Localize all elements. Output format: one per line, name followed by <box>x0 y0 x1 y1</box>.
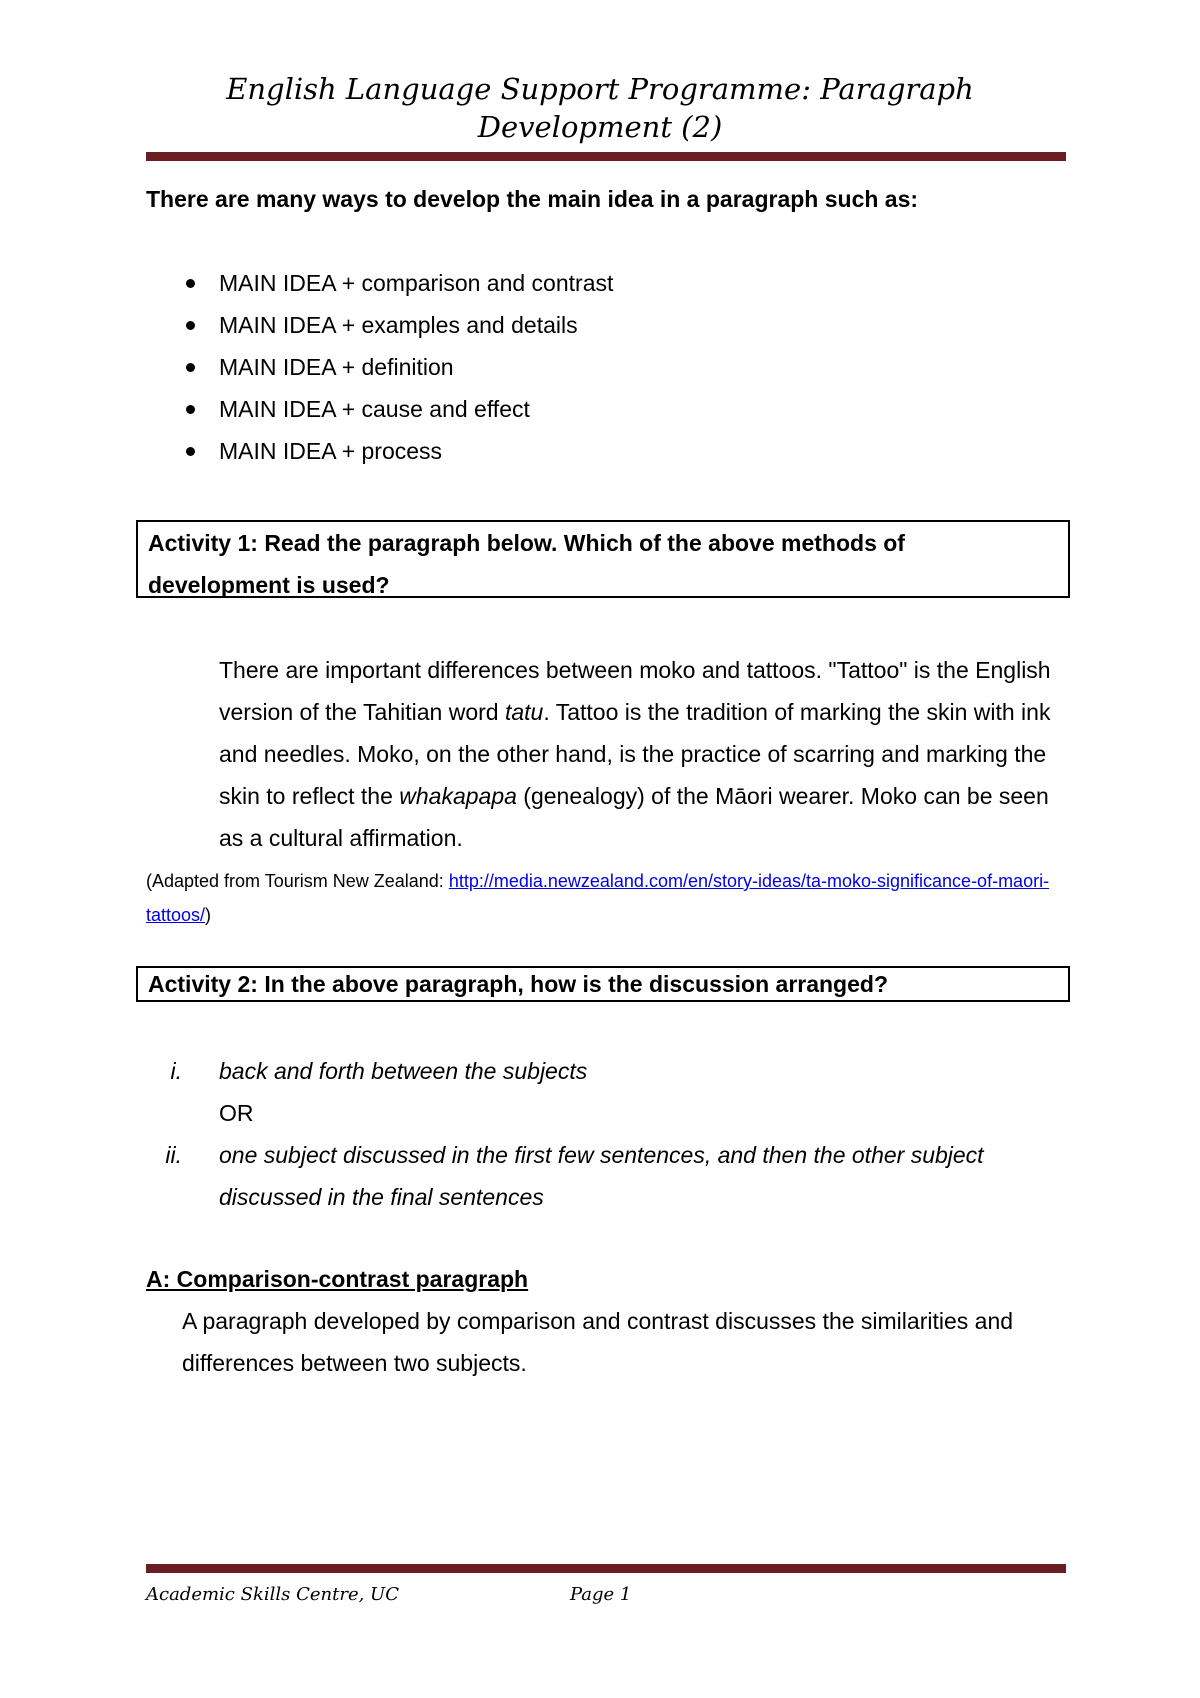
source-suffix: ) <box>205 905 212 925</box>
option-number: i. <box>170 1058 182 1084</box>
option-number: ii. <box>165 1142 182 1168</box>
option-text: back and forth between the subjects <box>219 1058 588 1084</box>
source-link[interactable]: http://media.newzealand.com/en/story-ideas/ta-moko-significance-of-maori-tattoos/ <box>146 871 1050 925</box>
activity1-line2: development is used? <box>148 572 390 598</box>
bullet-icon <box>186 405 195 414</box>
option-or <box>146 1098 1076 1140</box>
bullet-icon <box>186 363 195 372</box>
source-prefix: (Adapted from Tourism New Zealand: <box>146 871 449 891</box>
intro-text: There are many ways to develop the main idea in a paragraph such as: <box>146 186 919 212</box>
page-number: Page 1 <box>570 1584 632 1605</box>
method-label: MAIN IDEA + examples and details <box>219 312 578 338</box>
paragraph-italic-word: tatu <box>504 699 544 725</box>
activity2-text: Activity 2: In the above paragraph, how is the discussion arranged? <box>148 971 888 997</box>
option-ii <box>146 1140 1076 1182</box>
option-ii-continued <box>146 1182 1076 1224</box>
paragraph-text: . Tattoo is the tradition of marking the skin with ink and needles. Moko, on the other hand, is the practice of scarring and marking the skin to reflect the <box>219 699 1051 809</box>
section-a-heading: A: Comparison-contrast paragraph <box>146 1266 529 1292</box>
activity1-box <box>136 520 1070 598</box>
option-text: discussed in the final sentences <box>219 1184 544 1210</box>
list-item <box>146 394 613 436</box>
method-label: MAIN IDEA + definition <box>219 354 454 380</box>
footer-divider <box>146 1564 1066 1573</box>
methods-list <box>146 268 613 478</box>
paragraph-text: There are important differences between moko and tattoos. "Tattoo" is the English version of the Tahitian word <box>219 657 1051 725</box>
paragraph-italic-word: whakapapa <box>399 783 517 809</box>
option-text: one subject discussed in the first few sentences, and then the other subject <box>219 1142 984 1168</box>
method-label: MAIN IDEA + process <box>219 438 443 464</box>
paragraph-text: (genealogy) of the Māori wearer. Moko can be seen as a cultural affirmation. <box>219 783 1049 851</box>
or-label: OR <box>219 1100 254 1126</box>
bullet-icon <box>186 447 195 456</box>
sample-paragraph <box>219 649 1069 859</box>
option-i <box>146 1056 1076 1098</box>
activity2-box <box>136 966 1070 1002</box>
list-item <box>146 310 613 352</box>
method-label: MAIN IDEA + cause and effect <box>219 396 530 422</box>
bullet-icon <box>186 279 195 288</box>
activity1-line1: Activity 1: Read the paragraph below. Which of the above methods of <box>148 530 905 556</box>
header-divider <box>146 152 1066 161</box>
list-item <box>146 268 613 310</box>
page-title: English Language Support Programme: Paragraph Development (2) <box>226 72 974 144</box>
method-label: MAIN IDEA + comparison and contrast <box>219 270 614 296</box>
options-list <box>146 1056 1076 1224</box>
section-a-definition: A paragraph developed by comparison and contrast discusses the similarities and differences between two subjects. <box>182 1308 1014 1376</box>
bullet-icon <box>186 321 195 330</box>
list-item <box>146 436 613 478</box>
list-item <box>146 352 613 394</box>
source-citation <box>146 864 1076 932</box>
footer-source: Academic Skills Centre, UC <box>146 1584 399 1605</box>
